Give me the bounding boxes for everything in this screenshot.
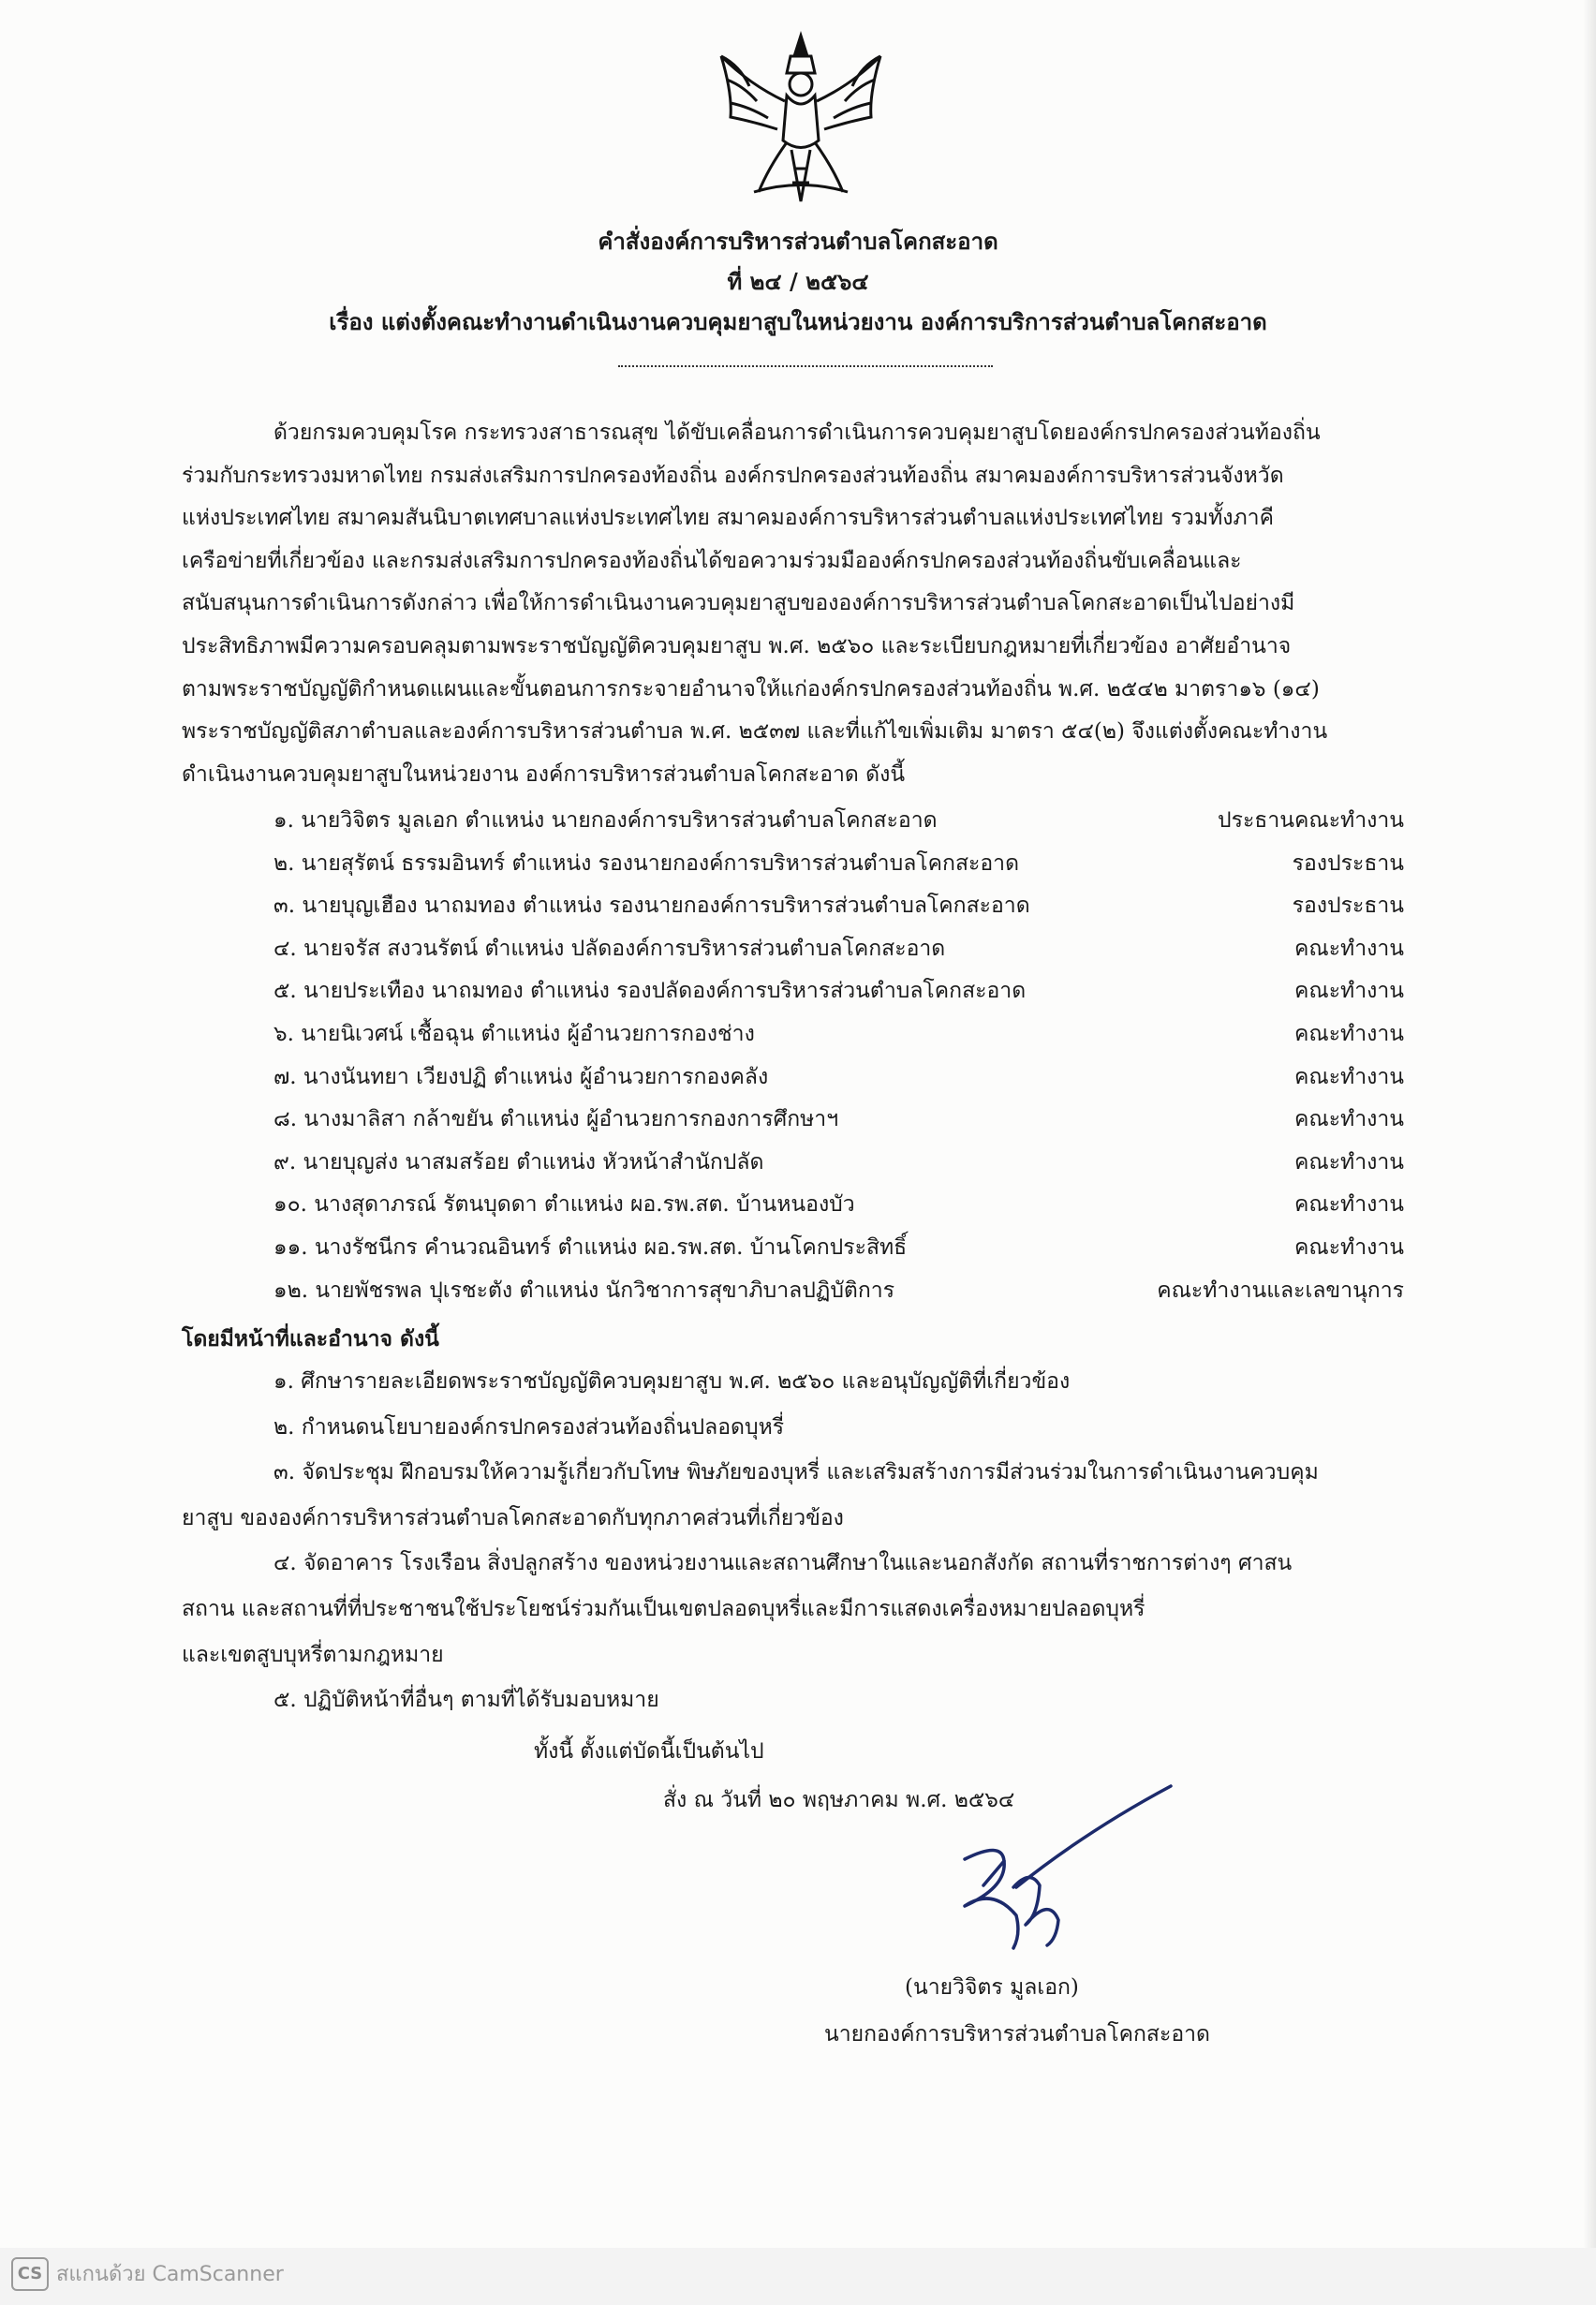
- duties-heading: โดยมีหน้าที่และอำนาจ ดังนี้: [182, 1326, 439, 1352]
- page-edge-shadow: [1583, 0, 1596, 2305]
- member-role: รองประธาน: [1292, 894, 1404, 919]
- intro-line: พระราชบัญญัติสภาตำบลและองค์การบริหารส่วนตำบล พ.ศ. ๒๕๓๗ และที่แก้ไขเพิ่มเติม มาตรา ๕๔(๒) จึงแต่งตั้งคณะทำงาน: [182, 719, 1328, 745]
- member-role: คณะทำงาน: [1293, 1064, 1404, 1089]
- member-name: ๑. นายวิจิตร มูลเอก ตำแหน่ง นายกองค์การบริหารส่วนตำบลโคกสะอาด: [273, 808, 938, 833]
- duty-line: ยาสูบ ขององค์การบริหารส่วนตำบลโคกสะอาดกับทุกภาคส่วนที่เกี่ยวข้อง: [182, 1505, 844, 1530]
- member-row: [182, 928, 1404, 971]
- dotted-separator: [618, 365, 993, 367]
- garuda-emblem-icon: [712, 28, 890, 211]
- member-name: ๑๑. นางรัชนีกร คำนวณอินทร์ ตำแหน่ง ผอ.รพ.สต. บ้านโคกประสิทธิ์: [273, 1234, 908, 1260]
- signer-title: นายกองค์การบริหารส่วนตำบลโคกสะอาด: [824, 2022, 1210, 2046]
- duty-line: ๒. กำหนดนโยบายองค์กรปกครองส่วนท้องถิ่นปลอดบุหรี่: [273, 1414, 785, 1440]
- member-list: [182, 800, 1404, 1312]
- intro-line: ประสิทธิภาพมีความครอบคลุมตามพระราชบัญญัติควบคุมยาสูบ พ.ศ. ๒๕๖๐ และระเบียบกฎหมายที่เกี่ยวข้อง อาศัยอำนาจ: [182, 633, 1292, 658]
- member-row: [182, 885, 1404, 928]
- member-row: [182, 970, 1404, 1013]
- member-row: [182, 1270, 1404, 1313]
- member-row: [182, 1099, 1404, 1142]
- intro-line: ตามพระราชบัญญัติกำหนดแผนและขั้นตอนการกระจายอำนาจให้แก่องค์กรปกครองส่วนท้องถิ่น พ.ศ. ๒๕๔๒ มาตรา๑๖ (๑๔): [182, 676, 1320, 702]
- member-name: ๔. นายจรัส สงวนรัตน์ ตำแหน่ง ปลัดองค์การบริหารส่วนตำบลโคกสะอาด: [273, 936, 946, 961]
- duty-line: ๑. ศึกษารายละเอียดพระราชบัญญัติควบคุมยาสูบ พ.ศ. ๒๕๖๐ และอนุบัญญัติที่เกี่ยวข้อง: [273, 1369, 1071, 1394]
- member-role: คณะทำงานและเลขานุการ: [1157, 1278, 1404, 1303]
- signer-name: (นายวิจิตร มูลเอก): [905, 1975, 1079, 2000]
- member-row: [182, 1227, 1404, 1270]
- member-name: ๑๒. นายพัชรพล ปุเรชะตัง ตำแหน่ง นักวิชาการสุขาภิบาลปฏิบัติการ: [273, 1278, 895, 1303]
- intro-paragraph: [182, 412, 1418, 796]
- duty-line: และเขตสูบบุหรี่ตามกฎหมาย: [182, 1642, 444, 1667]
- duty-line: ๔. จัดอาคาร โรงเรือน สิ่งปลูกสร้าง ของหน่วยงานและสถานศึกษาในและนอกสังกัด สถานที่ราชการต่างๆ ศาสน: [273, 1551, 1293, 1576]
- member-role: รองประธาน: [1292, 850, 1404, 876]
- duty-line: ๕. ปฏิบัติหน้าที่อื่นๆ ตามที่ได้รับมอบหมาย: [273, 1688, 659, 1713]
- order-title: คำสั่งองค์การบริหารส่วนตำบลโคกสะอาด: [598, 228, 998, 255]
- camscanner-logo-icon: CS: [11, 2257, 49, 2291]
- member-role: คณะทำงาน: [1293, 936, 1404, 961]
- intro-line: ด้วยกรมควบคุมโรค กระทรวงสาธารณสุข ได้ขับเคลื่อนการดำเนินการควบคุมยาสูบโดยองค์กรปกครองส่วนท้องถิ่น: [273, 421, 1321, 445]
- member-name: ๖. นายนิเวศน์ เชื้อฉุน ตำแหน่ง ผู้อำนวยการกองช่าง: [273, 1021, 755, 1046]
- effective-statement: ทั้งนี้ ตั้งแต่บัดนี้เป็นต้นไป: [534, 1739, 764, 1764]
- member-name: ๓. นายบุญเฮือง นาถมทอง ตำแหน่ง รองนายกองค์การบริหารส่วนตำบลโคกสะอาด: [273, 894, 1030, 919]
- intro-line: ร่วมกับกระทรวงมหาดไทย กรมส่งเสริมการปกครองท้องถิ่น องค์กรปกครองส่วนท้องถิ่น สมาคมองค์การบริหารส่วนจังหวัด: [182, 463, 1284, 488]
- member-name: ๗. นางนันทยา เวียงปฏิ ตำแหน่ง ผู้อำนวยการกองคลัง: [273, 1064, 769, 1089]
- member-name: ๑๐. นางสุดาภรณ์ รัตนบุดดา ตำแหน่ง ผอ.รพ.สต. บ้านหนองบัว: [273, 1192, 855, 1218]
- intro-line: ดำเนินงานควบคุมยาสูบในหน่วยงาน องค์การบริหารส่วนตำบลโคกสะอาด ดังนี้: [182, 761, 906, 787]
- member-role: ประธานคณะทำงาน: [1217, 808, 1404, 833]
- document-header: [0, 221, 1596, 342]
- signature-icon: [927, 1775, 1180, 1962]
- member-name: ๒. นายสุรัตน์ ธรรมอินทร์ ตำแหน่ง รองนายกองค์การบริหารส่วนตำบลโคกสะอาด: [273, 850, 1020, 876]
- order-date: สั่ง ณ วันที่ ๒๐ พฤษภาคม พ.ศ. ๒๕๖๔: [663, 1788, 1015, 1812]
- member-role: คณะทำงาน: [1293, 1149, 1404, 1175]
- order-subject: เรื่อง แต่งตั้งคณะทำงานดำเนินงานควบคุมยาสูบในหน่วยงาน องค์การบริการส่วนตำบลโคกสะอาด: [329, 308, 1267, 335]
- duty-line: ๓. จัดประชุม ฝึกอบรมให้ความรู้เกี่ยวกับโทษ พิษภัยของบุหรี่ และเสริมสร้างการมีส่วนร่วมในการดำเนินงานควบคุม: [273, 1460, 1319, 1485]
- intro-line: เครือข่ายที่เกี่ยวข้อง และกรมส่งเสริมการปกครองท้องถิ่นได้ขอความร่วมมือองค์กรปกครองส่วนท้องถิ่นขับเคลื่อนและ: [182, 548, 1242, 573]
- scanner-watermark-text: สแกนด้วย CamScanner: [56, 2263, 284, 2286]
- member-row: [182, 800, 1404, 843]
- member-name: ๕. นายประเทือง นาถมทอง ตำแหน่ง รองปลัดองค์การบริหารส่วนตำบลโคกสะอาด: [273, 979, 1027, 1004]
- member-row: [182, 1184, 1404, 1227]
- member-role: คณะทำงาน: [1293, 1021, 1404, 1046]
- member-row: [182, 1056, 1404, 1100]
- member-role: คณะทำงาน: [1293, 1107, 1404, 1132]
- member-role: คณะทำงาน: [1293, 1192, 1404, 1218]
- member-row: [182, 1013, 1404, 1056]
- member-row: [182, 843, 1404, 886]
- member-role: คณะทำงาน: [1293, 1234, 1404, 1260]
- intro-line: แห่งประเทศไทย สมาคมสันนิบาตเทศบาลแห่งประเทศไทย สมาคมองค์การบริหารส่วนตำบลแห่งประเทศไทย รวมทั้งภาคี: [182, 506, 1274, 531]
- member-name: ๙. นายบุญส่ง นาสมสร้อย ตำแหน่ง หัวหน้าสำนักปลัด: [273, 1149, 764, 1175]
- duty-line: สถาน และสถานที่ที่ประชาชนใช้ประโยชน์ร่วมกันเป็นเขตปลอดบุหรี่และมีการแสดงเครื่องหมายปลอดบุหรี่: [182, 1596, 1145, 1621]
- member-role: คณะทำงาน: [1293, 979, 1404, 1004]
- member-name: ๘. นางมาลิสา กล้าขยัน ตำแหน่ง ผู้อำนวยการกองการศึกษาฯ: [273, 1107, 839, 1132]
- order-number: ที่ ๒๔ / ๒๕๖๔: [727, 268, 869, 295]
- intro-line: สนับสนุนการดำเนินการดังกล่าว เพื่อให้การดำเนินงานควบคุมยาสูบขององค์การบริหารส่วนตำบลโคกสะอาดเป็นไปอย่างมี: [182, 591, 1295, 616]
- duties-list: [182, 1359, 1418, 1723]
- member-row: [182, 1142, 1404, 1185]
